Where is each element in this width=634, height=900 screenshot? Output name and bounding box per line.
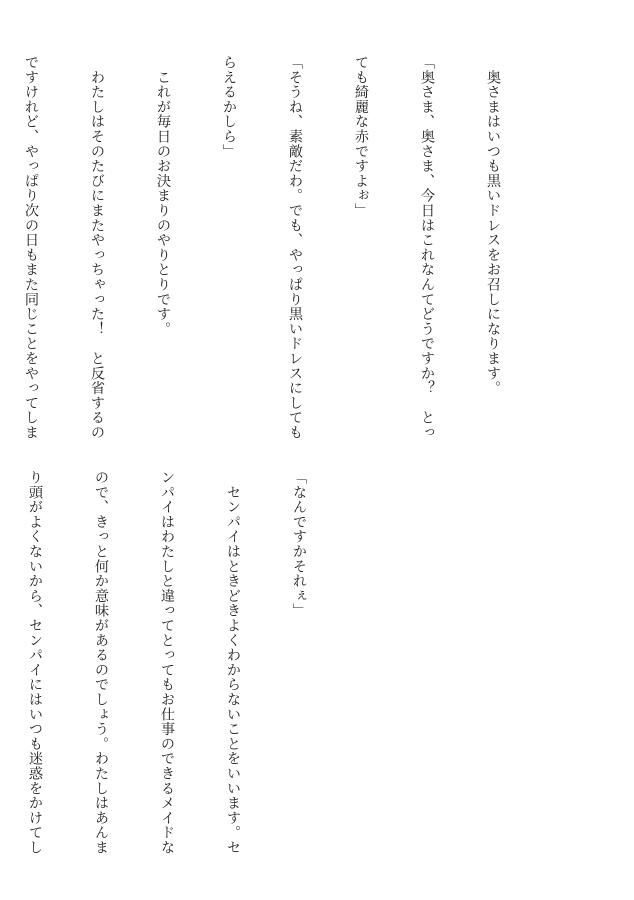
text-line: ですけれど、やっぱり次の日もまた同じことをやってしま: [23, 55, 39, 440]
text-line: センパイはときどきよくわからないことをいいます。セ: [225, 470, 241, 855]
text-line: ンパイはわたしと違ってとってもお仕事のできるメイドな: [159, 470, 175, 855]
text-line: 「なんですかそれぇ」: [291, 470, 307, 618]
lower-text-block: [0, 470, 354, 855]
text-line: ても綺麗な赤ですよぉ」: [353, 55, 369, 218]
text-line: 「そうね、素敵だわ。でも、やっぱり黒いドレスにしても: [287, 55, 303, 440]
text-line: ので、きっと何か意味があるのでしょう。わたしはあんま: [93, 470, 109, 855]
text-line: り頭がよくないから、センパイにはいつも迷惑をかけてし: [27, 470, 43, 855]
text-line: 「奥さま、奥さま、今日はこれなんてどうですか？ とっ: [419, 55, 435, 440]
text-line: これが毎日のお決まりのやりとりです。: [155, 55, 171, 337]
text-line: 奥さまはいつも黒いドレスをお召しになります。: [485, 55, 501, 396]
upper-text-block: [0, 55, 548, 440]
text-line: らえるかしら」: [221, 55, 237, 159]
text-line: わたしはそのたびにまたやっちゃった！ と反省するの: [89, 55, 105, 440]
